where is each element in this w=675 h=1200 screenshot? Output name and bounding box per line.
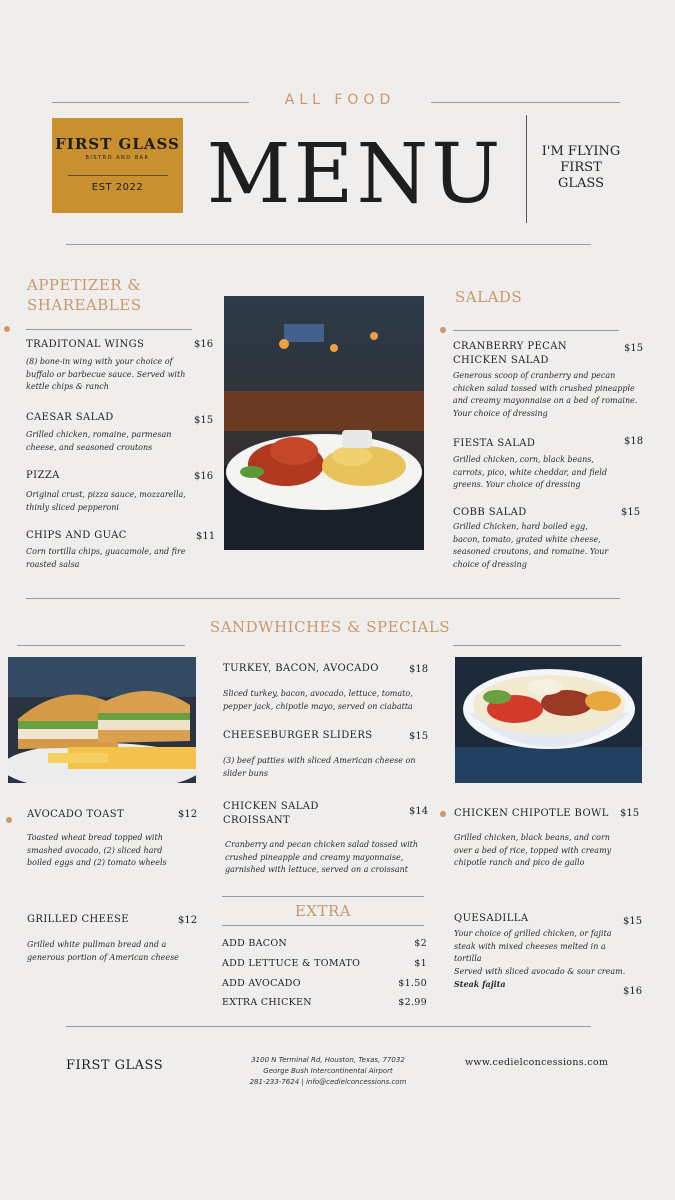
item-name: CAESAR SALAD [26,412,114,423]
slogan-line-2: FIRST [560,160,602,175]
bullet-dot [4,326,10,332]
appetizers-title-line-1: APPETIZER & [27,276,142,294]
item-price: $16 [194,471,214,482]
header-rule-left [52,102,249,103]
sandwich-photo [8,657,196,783]
extra-rule-bottom [222,925,424,926]
item-name: TRADITONAL WINGS [26,339,145,350]
page-title: MENU [206,127,504,222]
item-price: $12 [178,809,198,820]
item-option: Steak fajita [454,979,506,989]
extra-item-lettuce-tomato: ADD LETTUCE & TOMATO $1 [222,958,427,969]
item-price: $12 [178,915,198,926]
item-name: CRANBERRY PECAN CHICKEN SALAD [453,341,567,366]
header-rule-right [431,102,620,103]
item-name: CHICKEN SALAD CROISSANT [223,801,319,826]
item-name: QUESADILLA [454,913,529,924]
item-desc: Original crust, pizza sauce, mozzarella, thinly sliced pepperoni [26,490,186,512]
sandwiches-rule-right [453,645,621,646]
item-price: $18 [409,664,429,675]
menu-item-pizza [26,469,212,514]
footer-name: FIRST GLASS [66,1058,164,1073]
sandwiches-rule-left [17,645,185,646]
menu-item-sliders [223,729,428,780]
menu-item-grilled-cheese [27,913,198,964]
item-price: $14 [409,806,429,817]
logo-divider [68,175,168,176]
logo [52,118,183,213]
item-price: $15 [409,731,429,742]
logo-est: EST 2022 [91,182,144,193]
appetizers-rule [26,329,192,330]
item-desc: Grilled chicken, corn, black beans, carrots, pico, white cheddar, and field greens. Your choice of dressing [453,455,607,489]
header-divider [526,115,527,223]
slogan-line-3: GLASS [558,176,604,191]
footer-address: 3100 N Terminal Rd, Houston, Texas, 77032 George Bush Intercontinental Airport 281-233-7624 | info@cedielconcessions.com [249,1056,407,1086]
item-desc: Toasted wheat bread topped with smashed avocado, (2) sliced hard boiled eggs and (2) tomato wheels [27,833,167,867]
item-name: GRILLED CHEESE [27,914,129,925]
menu-item-chicken-croissant [223,800,428,877]
salads-rule [453,330,619,331]
item-name: TURKEY, BACON, AVOCADO [223,663,379,674]
menu-item-turkey-bacon [223,662,428,713]
item-desc: Grilled white pullman bread and a generous portion of American cheese [27,940,179,962]
extra-title: EXTRA [294,902,352,920]
item-name: CHICKEN CHIPOTLE BOWL [454,808,609,819]
item-price: $15 [194,415,214,426]
wings-photo [224,296,424,550]
footer-rule [66,1026,591,1027]
item-price: $16 [194,339,214,350]
footer-website[interactable]: www.cedielconcessions.com [465,1057,609,1068]
item-name: CHIPS AND GUAC [26,530,127,541]
item-desc: Your choice of grilled chicken, or fajita steak with mixed cheeses melted in a tortilla Served with sliced avocado & sour cream. Steak fajita [454,928,654,991]
item-name: COBB SALAD [453,507,527,518]
item-price: $15 [624,343,644,354]
menu-item-chipotle-bowl [454,807,654,870]
menu-item-caesar [26,411,212,454]
item-name: PIZZA [26,470,60,481]
bowl-photo [455,657,642,783]
header-bottom-rule [66,244,591,245]
item-price: $11 [196,531,216,542]
menu-item-quesadilla [454,912,654,997]
item-name: FIESTA SALAD [453,438,536,449]
item-price: $15 [621,507,641,518]
salads-title: SALADS [455,288,523,306]
item-desc: Grilled chicken, black beans, and corn over a bed of rice, topped with creamy chipotle ranch and pico de gallo [454,833,612,867]
extra-item-avocado: ADD AVOCADO $1.50 [222,978,427,989]
item-desc: Grilled Chicken, hard boiled egg, bacon, tomato, grated white cheese, seasoned croutons, and romaine. Your choice of dressing [453,522,609,569]
item-desc: Sliced turkey, bacon, avocado, lettuce, tomato, pepper jack, chipotle mayo, served on ciabatta [223,689,413,711]
item-name: AVOCADO TOAST [27,809,125,820]
slogan-line-1: I'M FLYING [541,144,621,159]
top-label: ALL FOOD [284,92,396,108]
item-name: CHEESEBURGER SLIDERS [223,730,373,741]
menu-item-wings [26,338,212,394]
appetizers-title-line-2: SHAREABLES [27,296,142,314]
menu-item-fiesta-salad [453,437,655,492]
item-desc: Grilled chicken, romaine, parmesan cheese, and seasoned croutons [26,430,172,452]
menu-item-avocado-toast [27,808,198,870]
extra-rule [222,896,424,897]
item-desc: Generous scoop of cranberry and pecan chicken salad tossed with crushed pineapple and creamy mayonnaise on a bed of romaine. Your choice of dressing [453,371,638,418]
item-price: $15 [620,808,640,819]
item-desc: Cranberry and pecan chicken salad tossed with crushed pineapple and creamy mayonnaise, garnished with lettuce, served on a croissant [225,840,419,874]
extra-item-bacon: ADD BACON $2 [222,938,427,949]
bullet-dot [440,327,446,333]
section-rule [26,598,620,599]
appetizers-title [27,275,141,315]
item-price: $18 [624,436,644,447]
item-desc: Corn tortilla chips, guacamole, and fire roasted salsa [26,547,186,569]
logo-tagline: BISTRO AND BAR [85,155,150,161]
menu-item-chips-guac [26,529,216,571]
item-desc: (3) beef patties with sliced American cheese on slider buns [223,756,416,778]
extra-item-chicken: EXTRA CHICKEN $2.99 [222,997,427,1008]
item-option-price: $16 [623,986,643,997]
menu-item-cranberry-salad [453,340,655,420]
slogan [535,144,627,192]
logo-brand: FIRST GLASS [55,135,180,153]
menu-item-cobb-salad [453,506,655,571]
item-price: $15 [623,916,643,927]
bullet-dot [440,811,446,817]
sandwiches-title: SANDWHICHES & SPECIALS [209,618,451,636]
item-desc: (8) bone-in wing with your choice of buffalo or barbecue sauce. Served with kettle chips & ranch [26,357,186,391]
bullet-dot [6,817,12,823]
